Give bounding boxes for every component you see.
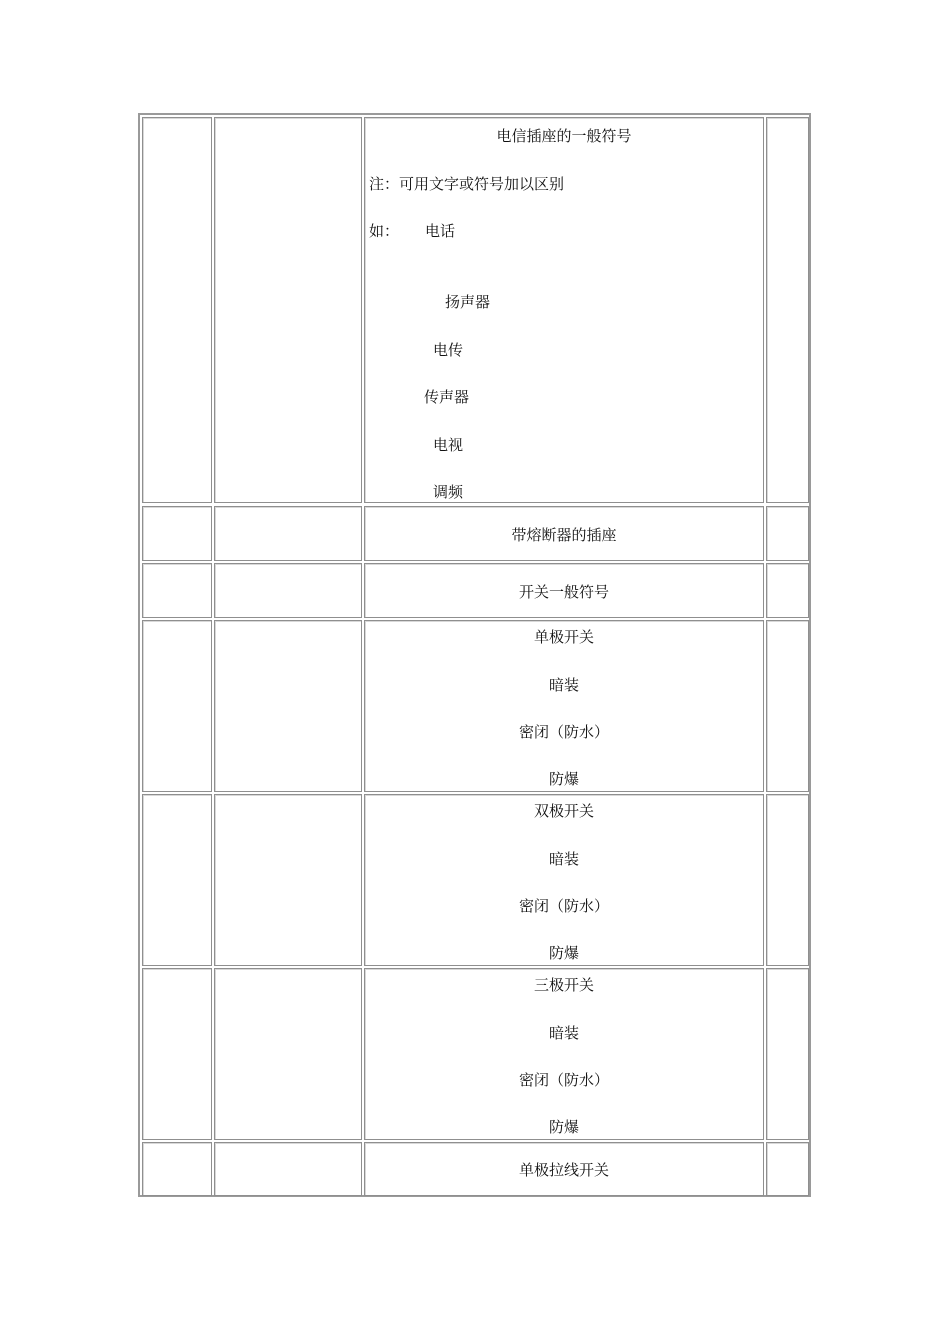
example-telephone: 电话 xyxy=(425,222,456,240)
double-pole-concealed: 暗装 xyxy=(548,850,579,868)
double-pole-sealed: 密闭（防水） xyxy=(518,897,609,915)
example-television: 电视 xyxy=(433,436,464,454)
symbol-table xyxy=(138,113,811,1197)
row2-col4-cell xyxy=(766,506,809,561)
telecom-outlet-title: 电信插座的一般符号 xyxy=(496,127,632,145)
single-pole-switch-title: 单极开关 xyxy=(533,628,594,646)
example-microphone: 传声器 xyxy=(424,388,470,406)
row1-col2-cell xyxy=(214,117,362,503)
row2-col1-cell xyxy=(142,506,212,561)
row4-col1-cell xyxy=(142,620,212,792)
fused-outlet-title: 带熔断器的插座 xyxy=(511,526,617,544)
row1-description-cell xyxy=(364,117,764,503)
example-fm: 调频 xyxy=(433,483,464,501)
row5-col2-cell xyxy=(214,794,362,966)
row5-col4-cell xyxy=(766,794,809,966)
row5-col1-cell xyxy=(142,794,212,966)
row3-description-cell xyxy=(364,563,764,618)
row6-col4-cell xyxy=(766,968,809,1140)
double-pole-switch-title: 双极开关 xyxy=(533,802,594,820)
row3-col1-cell xyxy=(142,563,212,618)
row7-col1-cell xyxy=(142,1142,212,1196)
single-pole-concealed: 暗装 xyxy=(548,676,579,694)
row7-description-cell xyxy=(364,1142,764,1196)
single-pole-explosion-proof: 防爆 xyxy=(548,770,579,788)
switch-general-title: 开关一般符号 xyxy=(518,583,609,601)
row4-col4-cell xyxy=(766,620,809,792)
row4-col2-cell xyxy=(214,620,362,792)
row2-description-cell xyxy=(364,506,764,561)
row3-col4-cell xyxy=(766,563,809,618)
row5-description-cell xyxy=(364,794,764,966)
row2-col2-cell xyxy=(214,506,362,561)
triple-pole-sealed: 密闭（防水） xyxy=(518,1071,609,1089)
triple-pole-explosion-proof: 防爆 xyxy=(548,1118,579,1136)
row1-col4-cell xyxy=(766,117,809,503)
row7-col4-cell xyxy=(766,1142,809,1196)
single-pole-sealed: 密闭（防水） xyxy=(518,723,609,741)
example-prefix: 如： xyxy=(369,222,400,240)
row3-col2-cell xyxy=(214,563,362,618)
row6-description-cell xyxy=(364,968,764,1140)
triple-pole-concealed: 暗装 xyxy=(548,1024,579,1042)
double-pole-explosion-proof: 防爆 xyxy=(548,944,579,962)
example-telex: 电传 xyxy=(433,341,464,359)
telecom-outlet-note: 注：可用文字或符号加以区别 xyxy=(369,175,565,193)
row4-description-cell xyxy=(364,620,764,792)
row1-col1-cell xyxy=(142,117,212,503)
single-pole-pull-switch-title: 单极拉线开关 xyxy=(518,1161,609,1179)
row6-col2-cell xyxy=(214,968,362,1140)
row7-col2-cell xyxy=(214,1142,362,1196)
example-loudspeaker: 扬声器 xyxy=(445,293,491,311)
triple-pole-switch-title: 三极开关 xyxy=(533,976,594,994)
row6-col1-cell xyxy=(142,968,212,1140)
